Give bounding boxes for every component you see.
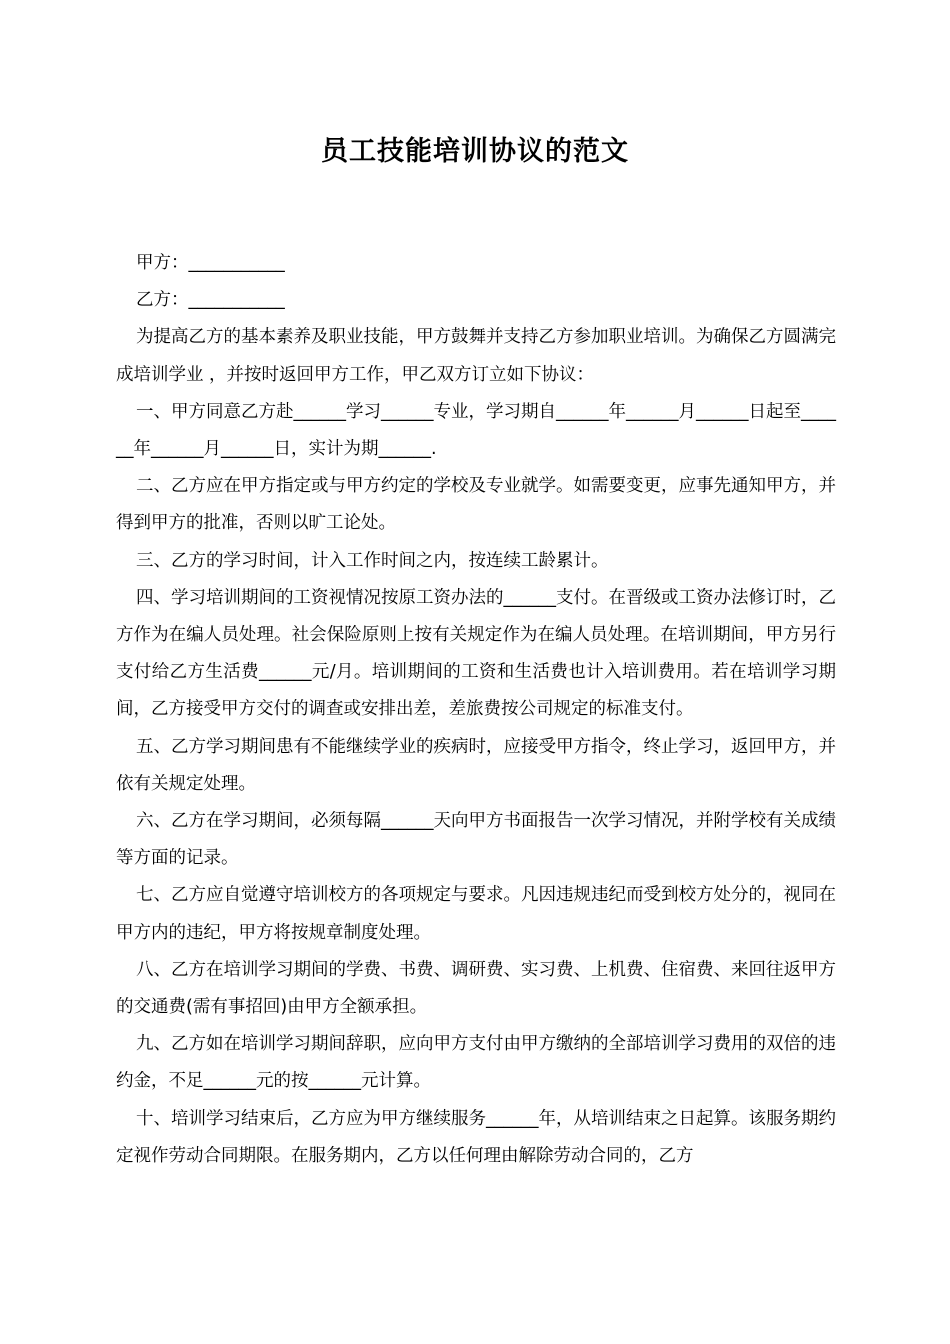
clause-3: 三、乙方的学习时间，计入工作时间之内，按连续工龄累计。: [136, 550, 609, 571]
clause-4: 四、学习培训期间的工资视情况按原工资办法的______支付。在晋级或工资办法修订时，乙方作为在编人员处理。社会保险原则上按有关规定作为在编人员处理。在培训期间，甲方另行支付给乙方生活费______元/月。培训期间的工资和生活费也计入培训费用。若在培训学习期间，乙方接受甲方交付的调查或安排出差，差旅费按公司规定的标准支付。: [116, 587, 836, 720]
party-a-line: 甲方：___________: [136, 253, 285, 273]
clause-9: 九、乙方如在培训学习期间辞职，应向甲方支付由甲方缴纳的全部培训学习费用的双倍的违约金，不足______元的按______元计算。: [116, 1034, 836, 1092]
clause-7: 七、乙方应自觉遵守培训校方的各项规定与要求。凡因违规违纪而受到校方处分的，视同在甲方内的违纪，甲方将按规章制度处理。: [116, 885, 836, 943]
clause-8: 八、乙方在培训学习期间的学费、书费、调研费、实习费、上机费、住宿费、来回往返甲方的交通费(需有事招回)由甲方全额承担。: [116, 959, 836, 1018]
clause-10: 十、培训学习结束后，乙方应为甲方继续服务______年，从培训结束之日起算。该服务期约定视作劳动合同期限。在服务期内，乙方以任何理由解除劳动合同的，乙方: [116, 1108, 836, 1166]
clause-6: 六、乙方在学习期间，必须每隔______天向甲方书面报告一次学习情况，并附学校有关成绩等方面的记录。: [116, 811, 836, 869]
party-b-line: 乙方：___________: [136, 290, 285, 311]
preamble-paragraph: 为提高乙方的基本素养及职业技能，甲方鼓舞并支持乙方参加职业培训。为确保乙方圆满完成培训学业 ，并按时返回甲方工作，甲乙双方订立如下协议：: [116, 327, 836, 385]
page-title: 员工技能培训协议的范文: [321, 136, 629, 167]
clause-2: 二、乙方应在甲方指定或与甲方约定的学校及专业就学。如需要变更，应事先通知甲方，并得到甲方的批准，否则以旷工论处。: [116, 476, 836, 534]
clause-1: 一、甲方同意乙方赴______学习______专业，学习期自______年______月______日起至______年______月______日，实计为期______.: [116, 401, 836, 460]
clause-5: 五、乙方学习期间患有不能继续学业的疾病时，应接受甲方指令，终止学习，返回甲方，并依有关规定处理。: [116, 736, 836, 794]
document-body: [116, 245, 836, 1175]
